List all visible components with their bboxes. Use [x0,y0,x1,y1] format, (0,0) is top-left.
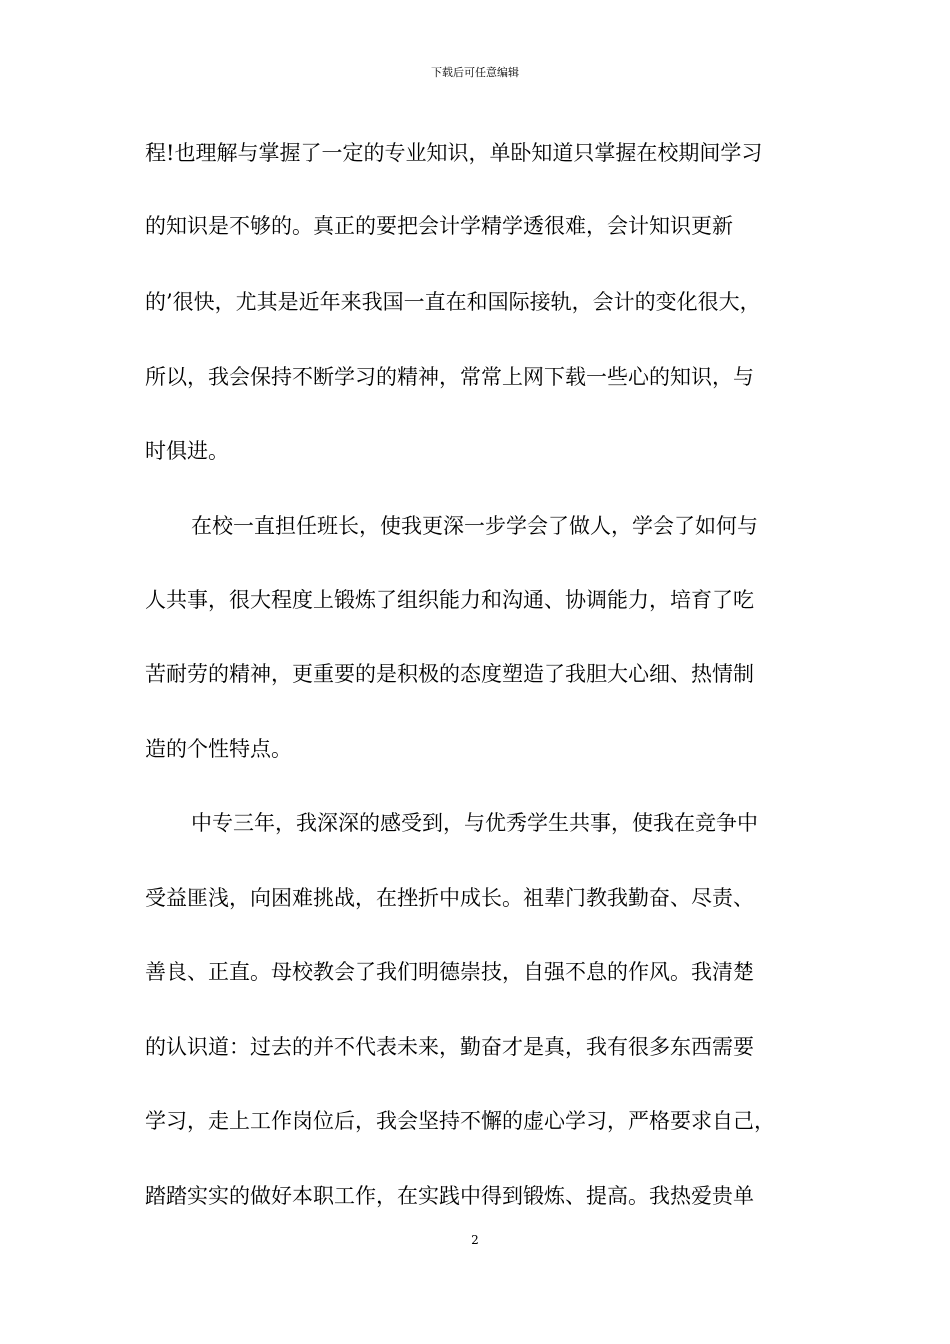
text-line: 人共事，很大程度上锻炼了组织能力和沟通、协调能力，培育了吃 [145,588,754,612]
text-line: 苦耐劳的精神，更重要的是积极的态度塑造了我胆大心细、热情制 [145,662,754,686]
text-line: 受益匪浅，向困难挑战，在挫折中成长。祖辈门教我勤奋、尽责、 [145,886,754,910]
text-line: 中专三年，我深深的感受到，与优秀学生共事，使我在竞争中 [191,811,758,835]
text-line: 程!也理解与掌握了一定的专业知识，单卧知道只掌握在校期间学习 [145,141,763,165]
text-line: 善良、正直。母校教会了我们明德崇技，自强不息的作风。我清楚 [145,960,754,984]
text-line: 时俱进。 [145,439,229,463]
text-line: 的知识是不够的。真正的要把会计学精学透很难，会计知识更新 [145,214,733,238]
page-header: 下载后可任意编辑 [431,66,519,79]
text-line: 踏踏实实的做好本职工作，在实践中得到锻炼、提高。我热爱贵单 [145,1184,754,1208]
text-line: 在校一直担任班长，使我更深一步学会了做人，学会了如何与 [191,514,758,538]
text-line: 的认识道：过去的并不代表未来，勤奋才是真，我有很多东西需要 [145,1035,754,1059]
text-line: 的’很快，尤其是近年来我国一直在和国际接轨，会计的变化很大， [145,290,761,314]
text-line: 学习，走上工作岗位后，我会坚持不懈的虚心学习，严格要求自己， [145,1109,775,1133]
text-line: 造的个性特点。 [145,737,292,761]
text-line: 所以，我会保持不断学习的精神，常常上网下载一些心的知识，与 [145,365,754,389]
page-number: 2 [471,1233,479,1247]
